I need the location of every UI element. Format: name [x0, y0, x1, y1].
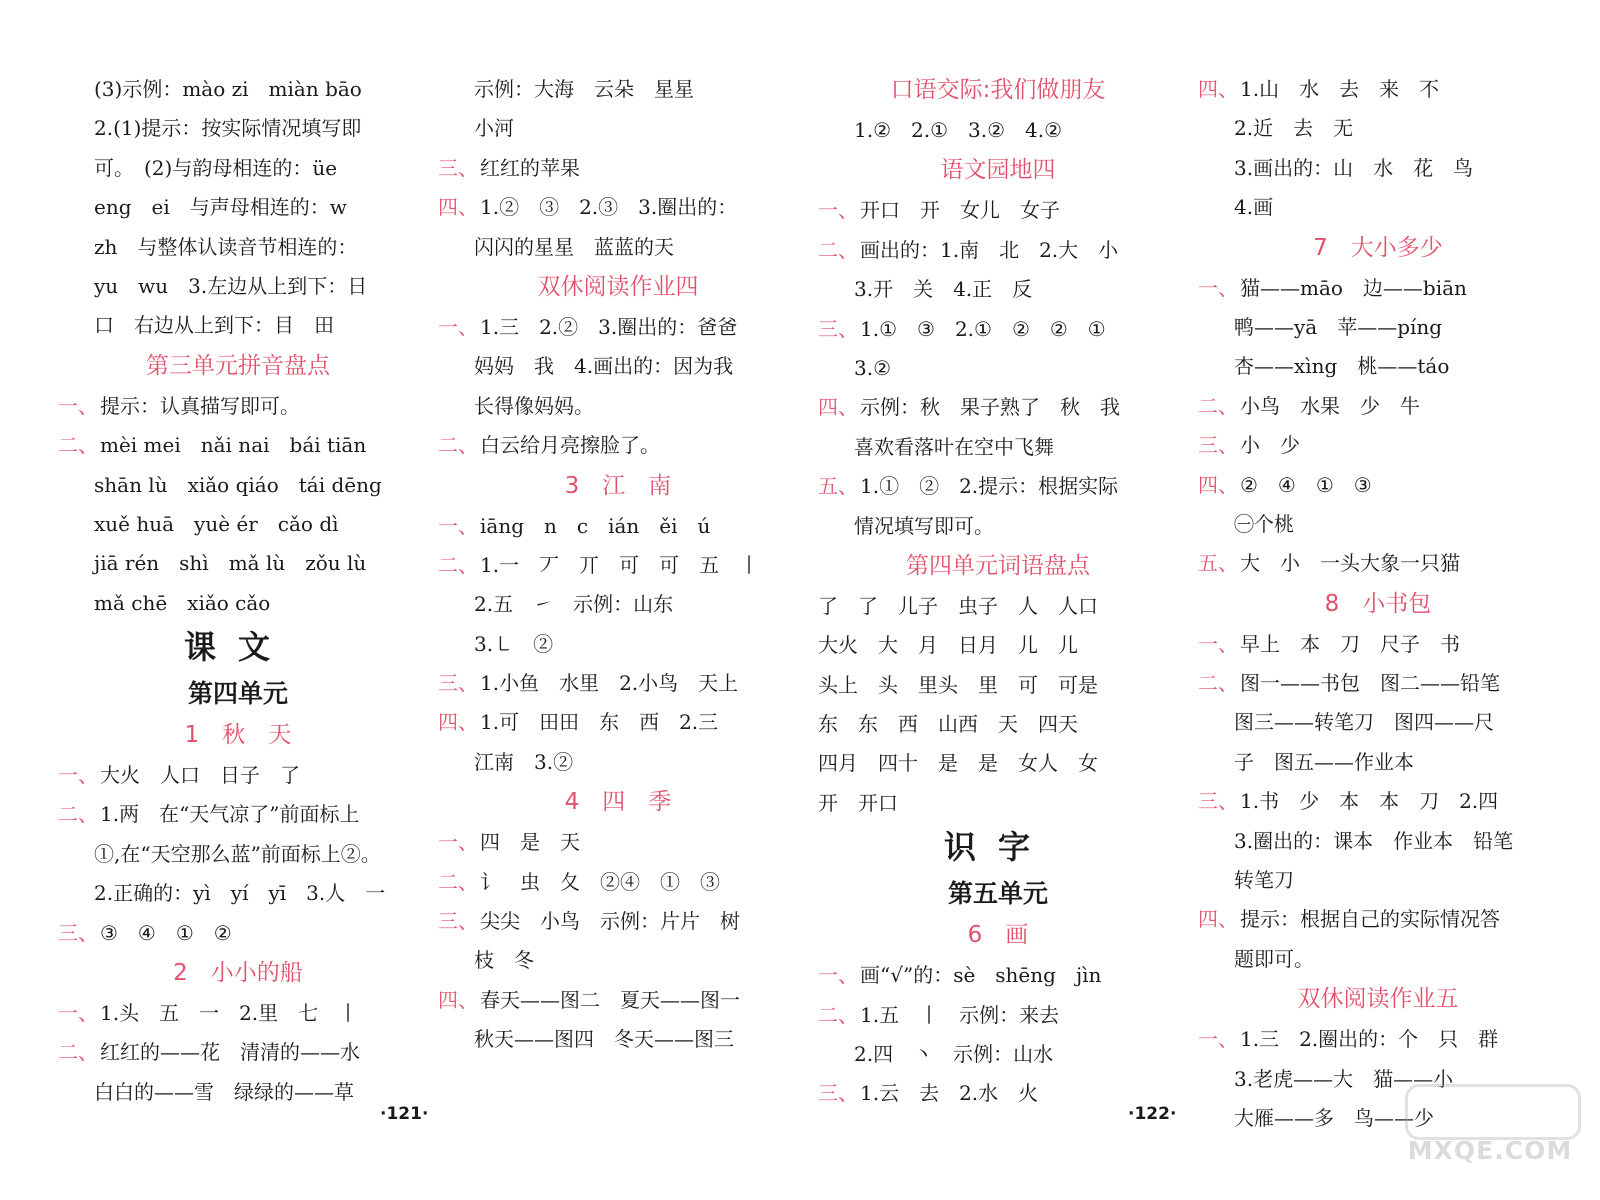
answer-line	[818, 388, 1178, 427]
answer-continuation: yu wu 3.左边从上到下：日	[94, 273, 368, 298]
section-heading: 双休阅读作业五	[1297, 986, 1459, 1013]
answer-continuation: 妈妈 我 4.画出的：因为我	[474, 354, 734, 379]
answer-continuation: 情况填写即可。	[854, 513, 994, 538]
section-heading: 7 大小多少	[1313, 234, 1443, 261]
answer-continuation: 喜欢看落叶在空中飞舞	[854, 434, 1054, 459]
answer-text: 早上 本 刀 尺子 书	[1240, 631, 1460, 656]
answer-continuation: 4.画	[1234, 195, 1274, 220]
answer-line	[1198, 1020, 1558, 1059]
answer-text: 小鸟 水果 少 牛	[1240, 393, 1420, 418]
section-heading: 语文园地四	[940, 157, 1056, 184]
answer-line	[818, 467, 1178, 506]
answer-text: 四 是 天	[480, 830, 580, 855]
answer-continuation: 转笔刀	[1234, 868, 1294, 893]
question-number: 一、	[1198, 275, 1238, 300]
answer-continuation: 1.② 2.① 3.② 4.②	[854, 118, 1063, 142]
answer-line	[818, 191, 1178, 230]
answer-line	[1198, 664, 1558, 703]
word-list-line: 大火 大 月 日月 儿 儿	[818, 633, 1078, 658]
answer-line	[1198, 900, 1558, 939]
word-list-line: 了 了 儿子 虫子 人 人口	[818, 593, 1098, 618]
question-number: 二、	[438, 869, 478, 894]
section-heading: 2 小小的船	[173, 960, 303, 987]
answer-continuation: mǎ chē xiǎo cǎo	[94, 590, 271, 615]
answer-continuation: 可。 (2)与韵母相连的：üe	[94, 155, 338, 180]
answer-text: 提示：根据自己的实际情况答	[1240, 907, 1500, 932]
answer-continuation: 鸭——yā 苹——píng	[1234, 314, 1443, 339]
page-number-left: ·121·	[380, 1104, 429, 1124]
answer-text: 大 小 一头大象一只猫	[1240, 551, 1460, 576]
answer-line	[1198, 782, 1558, 821]
answer-line	[438, 308, 798, 347]
watermark-logo-icon	[1405, 1084, 1581, 1140]
answer-text: 1.一 丆 丌 可 可 五 丨	[480, 552, 760, 577]
answer-line	[1198, 625, 1558, 664]
question-number: 三、	[58, 920, 98, 945]
answer-continuation: 题即可。	[1234, 946, 1314, 971]
answer-line	[438, 902, 798, 941]
answer-text: 1.小鱼 水里 2.小鸟 天上	[480, 671, 739, 696]
answer-line	[438, 149, 798, 188]
answer-text: 1.三 2.② 3.圈出的：爸爸	[480, 314, 738, 339]
answer-text: 小 少	[1240, 433, 1300, 458]
question-number: 二、	[58, 433, 98, 458]
question-number: 一、	[1198, 631, 1238, 656]
part-title: 课文	[183, 628, 292, 667]
answer-line	[1198, 544, 1558, 583]
section-heading: 口语交际:我们做朋友	[890, 77, 1106, 103]
page-number-right: ·122·	[1128, 1104, 1177, 1124]
question-number: 四、	[1198, 907, 1238, 932]
question-number: 一、	[818, 198, 858, 223]
answer-continuation: 白白的——雪 绿绿的——草	[94, 1079, 354, 1104]
answer-text: 画出的：1.南 北 2.大 小	[860, 237, 1119, 262]
answer-line	[1198, 387, 1558, 426]
answer-continuation: shān lù xiǎo qiáo tái dēng	[94, 472, 382, 497]
answer-text: 1.云 去 2.水 火	[860, 1081, 1039, 1106]
answer-continuation: eng ei 与声母相连的：w	[94, 195, 347, 220]
answer-line	[818, 1074, 1178, 1113]
question-number: 一、	[58, 1001, 98, 1026]
section-heading: 第四单元词语盘点	[906, 552, 1090, 579]
answer-continuation: 小河	[474, 116, 514, 141]
question-number: 一、	[818, 963, 858, 988]
answer-text: 白云给月亮擦脸了。	[480, 433, 660, 458]
section-heading: 第三单元拼音盘点	[146, 352, 330, 379]
section-heading: 3 江 南	[564, 472, 672, 499]
question-number: 三、	[1198, 433, 1238, 458]
answer-continuation: zh 与整体认读音节相连的：	[94, 234, 358, 259]
answer-text: 大火 人口 日子 了	[100, 763, 300, 788]
question-number: 四、	[438, 195, 478, 220]
answer-continuation: 2.(1)提示：按实际情况填写即	[94, 116, 362, 141]
answer-text: 1.山 水 去 来 不	[1240, 77, 1440, 101]
watermark	[1395, 1084, 1585, 1174]
part-title: 识字	[943, 828, 1052, 867]
word-list-line: 四月 四十 是 是 女人 女	[818, 751, 1098, 776]
column-1	[58, 70, 418, 1112]
answer-continuation: (3)示例：mào zi miàn bāo	[94, 77, 362, 101]
answer-line	[818, 996, 1178, 1035]
answer-line	[438, 507, 798, 546]
answer-text: 春天——图二 夏天——图一	[480, 987, 740, 1012]
answer-line	[1198, 426, 1558, 465]
question-number: 二、	[818, 1002, 858, 1027]
answer-continuation: ①,在“天空那么蓝”前面标上②。	[94, 841, 381, 866]
answer-line	[1198, 466, 1558, 505]
answer-line	[438, 703, 798, 742]
answer-continuation: 3.开 关 4.正 反	[854, 277, 1033, 302]
answer-text: 1.书 少 本 本 刀 2.四	[1240, 789, 1499, 814]
answer-continuation: 3.㇄ ②	[474, 631, 554, 656]
answer-text: 画“√”的：sè shēng jìn	[860, 963, 1102, 988]
answer-text: 1.② ③ 2.③ 3.圈出的：	[480, 195, 738, 220]
answer-continuation: 子 图五——作业本	[1234, 749, 1414, 774]
answer-text: 1.可 田田 东 西 2.三	[480, 710, 719, 735]
word-list-line: 东 东 西 山西 天 四天	[818, 712, 1078, 737]
answer-continuation: 图三——转笔刀 图四——尺	[1234, 710, 1494, 735]
answer-line	[58, 795, 418, 834]
question-number: 二、	[58, 802, 98, 827]
answer-line	[818, 231, 1178, 270]
answer-continuation: jiā rén shì mǎ lù zǒu lù	[94, 551, 367, 576]
question-number: 四、	[438, 987, 478, 1012]
word-list-line: 开 开口	[818, 790, 898, 815]
answer-continuation: 杏——xìng 桃——táo	[1234, 354, 1450, 379]
answer-line	[58, 387, 418, 426]
question-number: 三、	[438, 909, 478, 934]
column-2	[438, 70, 798, 1060]
answer-text: 红红的苹果	[480, 155, 580, 180]
question-number: 三、	[818, 1081, 858, 1106]
question-number: 四、	[438, 710, 478, 735]
answer-line	[438, 188, 798, 227]
answer-line	[1198, 269, 1558, 308]
word-list-line: 头上 头 里头 里 可 可是	[818, 672, 1098, 697]
answer-continuation: xuě huā yuè ér cǎo dì	[94, 511, 339, 536]
answer-line	[438, 981, 798, 1020]
answer-text: 1.① ③ 2.① ② ② ①	[860, 316, 1106, 341]
unit-title: 第五单元	[947, 879, 1048, 909]
question-number: 二、	[1198, 671, 1238, 696]
answer-continuation: 枝 冬	[474, 948, 534, 973]
question-number: 三、	[1198, 789, 1238, 814]
answer-line	[438, 823, 798, 862]
column-4	[1198, 70, 1558, 1138]
answer-text: 讠 虫 夂 ②④ ① ③	[480, 869, 720, 894]
answer-continuation: 2.四 丶 示例：山水	[854, 1042, 1054, 1067]
answer-continuation: 江南 3.②	[474, 749, 574, 774]
section-heading: 4 四 季	[564, 789, 672, 816]
section-heading: 6 画	[967, 922, 1029, 949]
answer-line	[58, 1033, 418, 1072]
answer-line	[438, 664, 798, 703]
answer-continuation: 3.②	[854, 355, 892, 380]
section-heading: 8 小书包	[1324, 590, 1432, 617]
answer-text: iāng n c ián ěi ú	[480, 513, 711, 538]
answer-text: ③ ④ ① ②	[100, 920, 232, 945]
answer-text: ② ④ ① ③	[1240, 472, 1372, 497]
answer-text: 1.两 在“天气凉了”前面标上	[100, 802, 360, 827]
question-number: 二、	[818, 237, 858, 262]
answer-line	[438, 546, 798, 585]
answer-line	[438, 863, 798, 902]
question-number: 一、	[438, 314, 478, 339]
answer-text: 尖尖 小鸟 示例：片片 树	[480, 909, 740, 934]
answer-continuation: 3.圈出的：课本 作业本 铅笔	[1234, 828, 1514, 853]
answer-line	[438, 426, 798, 465]
answer-text: 红红的——花 清清的——水	[100, 1040, 360, 1065]
answer-text: 示例：秋 果子熟了 秋 我	[860, 395, 1120, 420]
answer-line	[58, 426, 418, 465]
answer-line	[58, 914, 418, 953]
question-number: 三、	[818, 316, 858, 341]
answer-continuation: ㊀个桃	[1234, 511, 1294, 536]
answer-text: mèi mei nǎi nai bái tiān	[100, 433, 367, 458]
question-number: 二、	[1198, 393, 1238, 418]
answer-text: 提示：认真描写即可。	[100, 393, 300, 418]
question-number: 三、	[438, 671, 478, 696]
answer-continuation: 口 右边从上到下：目 田	[94, 313, 334, 338]
question-number: 一、	[58, 393, 98, 418]
answer-text: 1.三 2.圈出的：个 只 群	[1240, 1027, 1499, 1052]
answer-continuation: 示例：大海 云朵 星星	[474, 77, 694, 101]
answer-line	[818, 310, 1178, 349]
question-number: 四、	[1198, 77, 1238, 101]
answer-continuation: 2.近 去 无	[1234, 116, 1354, 141]
question-number: 四、	[1198, 472, 1238, 497]
question-number: 一、	[438, 513, 478, 538]
answer-text: 开口 开 女儿 女子	[860, 198, 1060, 223]
question-number: 五、	[818, 474, 858, 499]
question-number: 三、	[438, 155, 478, 180]
unit-title: 第四单元	[187, 679, 288, 709]
column-3	[818, 70, 1178, 1114]
question-number: 二、	[438, 552, 478, 577]
answer-continuation: 长得像妈妈。	[474, 393, 594, 418]
answer-text: 猫——māo 边——biān	[1240, 275, 1467, 300]
answer-text: 1.头 五 一 2.里 七 丨	[100, 1001, 359, 1026]
answer-continuation: 3.画出的：山 水 花 鸟	[1234, 155, 1474, 180]
answer-text: 1.① ② 2.提示：根据实际	[860, 474, 1119, 499]
answer-text: 图一——书包 图二——铅笔	[1240, 671, 1500, 696]
answer-line	[58, 994, 418, 1033]
answer-line	[58, 756, 418, 795]
question-number: 一、	[58, 763, 98, 788]
answer-text: 1.五 丨 示例：来去	[860, 1002, 1060, 1027]
question-number: 四、	[818, 395, 858, 420]
answer-line	[1198, 70, 1558, 109]
answer-continuation: 3.老虎——大 猫——小	[1234, 1066, 1454, 1091]
section-heading: 双休阅读作业四	[537, 273, 699, 300]
question-number: 二、	[438, 433, 478, 458]
question-number: 一、	[438, 830, 478, 855]
question-number: 五、	[1198, 551, 1238, 576]
answer-continuation: 大雁——多 鸟——少	[1234, 1105, 1434, 1130]
answer-line	[818, 956, 1178, 995]
watermark-text: MXQE.COM	[1407, 1136, 1573, 1165]
answer-continuation: 2.正确的：yì yí yī 3.人 一	[94, 881, 386, 906]
question-number: 一、	[1198, 1027, 1238, 1052]
section-heading: 1 秋 天	[184, 722, 292, 749]
question-number: 二、	[58, 1040, 98, 1065]
answer-continuation: 闪闪的星星 蓝蓝的天	[474, 234, 674, 259]
answer-continuation: 2.五 ㇀ 示例：山东	[474, 592, 674, 617]
answer-continuation: 秋天——图四 冬天——图三	[474, 1027, 734, 1052]
